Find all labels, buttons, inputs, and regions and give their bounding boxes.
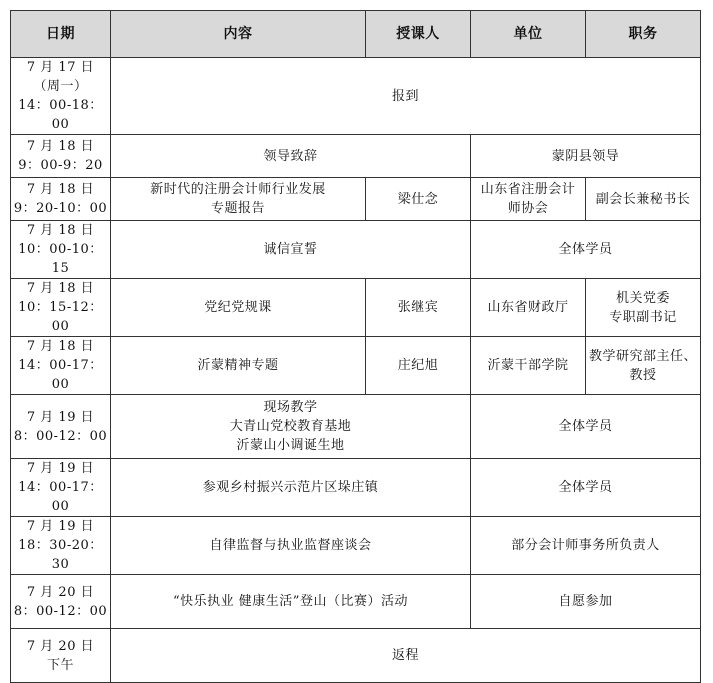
unit-cell: 山东省财政厅 xyxy=(471,279,586,337)
table-row xyxy=(11,135,701,178)
date-cell: 7 月 18 日 9：00-9：20 xyxy=(11,135,111,178)
date-cell: 7 月 20 日 下午 xyxy=(11,629,111,683)
content-cell: 领导致辞 xyxy=(111,135,471,178)
content-cell: 自律监督与执业监督座谈会 xyxy=(111,517,471,575)
table-row xyxy=(11,459,701,517)
content-cell: 现场教学 大青山党校教育基地 沂蒙山小调诞生地 xyxy=(111,395,471,459)
date-cell: 7 月 19 日 18：30-20：30 xyxy=(11,517,111,575)
lecturer-cell: 张继宾 xyxy=(366,279,471,337)
date-cell: 7 月 20 日 8：00-12：00 xyxy=(11,575,111,629)
date-cell: 7 月 18 日 10：00-10：15 xyxy=(11,221,111,279)
position-cell: 教学研究部主任、 教授 xyxy=(586,337,701,395)
header-position: 职务 xyxy=(586,11,701,58)
unit-cell: 自愿参加 xyxy=(471,575,701,629)
content-cell: 诚信宣誓 xyxy=(111,221,471,279)
unit-cell: 山东省注册会计 师协会 xyxy=(471,178,586,221)
schedule-table xyxy=(10,10,701,683)
content-cell: 党纪党规课 xyxy=(111,279,366,337)
content-cell: 新时代的注册会计师行业发展 专题报告 xyxy=(111,178,366,221)
table-row xyxy=(11,337,701,395)
table-row xyxy=(11,58,701,135)
content-cell: 沂蒙精神专题 xyxy=(111,337,366,395)
unit-cell: 全体学员 xyxy=(471,221,701,279)
content-cell: 返程 xyxy=(111,629,701,683)
date-cell: 7 月 19 日 14：00-17：00 xyxy=(11,459,111,517)
header-date: 日期 xyxy=(11,11,111,58)
position-cell: 副会长兼秘书长 xyxy=(586,178,701,221)
unit-cell: 全体学员 xyxy=(471,459,701,517)
unit-cell: 部分会计师事务所负责人 xyxy=(471,517,701,575)
unit-cell: 蒙阴县领导 xyxy=(471,135,701,178)
header-content: 内容 xyxy=(111,11,366,58)
table-row xyxy=(11,629,701,683)
table-row xyxy=(11,395,701,459)
lecturer-cell: 梁仕念 xyxy=(366,178,471,221)
position-cell: 机关党委 专职副书记 xyxy=(586,279,701,337)
content-cell: 报到 xyxy=(111,58,701,135)
unit-cell: 全体学员 xyxy=(471,395,701,459)
lecturer-cell: 庄纪旭 xyxy=(366,337,471,395)
date-cell: 7 月 18 日 10：15-12：00 xyxy=(11,279,111,337)
table-row xyxy=(11,279,701,337)
unit-cell: 沂蒙干部学院 xyxy=(471,337,586,395)
date-cell: 7 月 17 日 （周一） 14：00-18：00 xyxy=(11,58,111,135)
date-cell: 7 月 18 日 9：20-10：00 xyxy=(11,178,111,221)
table-row xyxy=(11,517,701,575)
table-row xyxy=(11,575,701,629)
header-unit: 单位 xyxy=(471,11,586,58)
table-row xyxy=(11,221,701,279)
table-row xyxy=(11,178,701,221)
header-lecturer: 授课人 xyxy=(366,11,471,58)
date-cell: 7 月 18 日 14：00-17：00 xyxy=(11,337,111,395)
content-cell: 参观乡村振兴示范片区垛庄镇 xyxy=(111,459,471,517)
header-row xyxy=(11,11,701,58)
date-cell: 7 月 19 日 8：00-12：00 xyxy=(11,395,111,459)
content-cell: “快乐执业 健康生活”登山（比赛）活动 xyxy=(111,575,471,629)
